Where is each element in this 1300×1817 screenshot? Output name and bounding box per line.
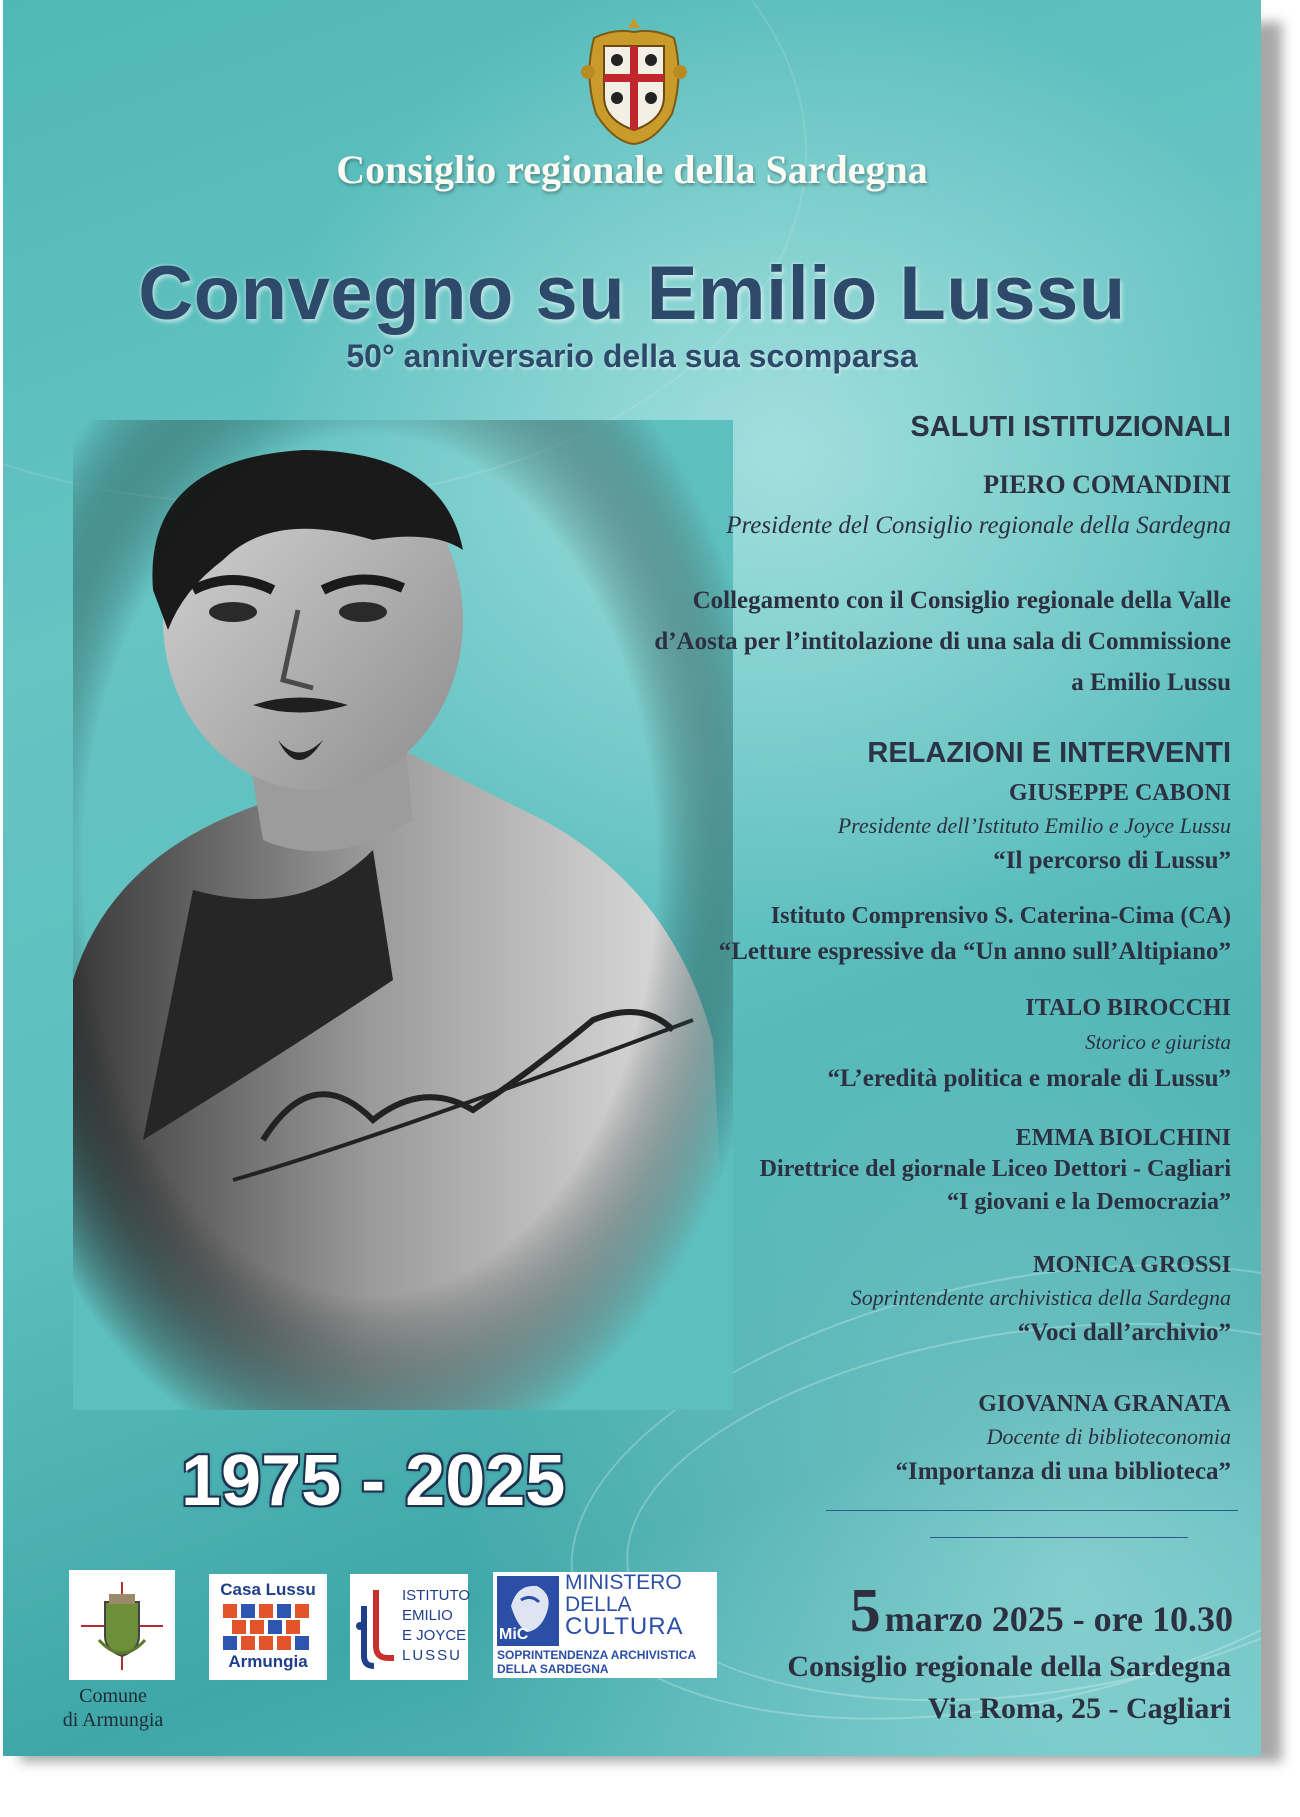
speaker-block bbox=[719, 903, 1231, 966]
poster bbox=[3, 0, 1261, 1756]
collegamento-line: d’Aosta per l’intitolazione di una sala di Commissione bbox=[654, 628, 1231, 655]
armungia-crest-icon bbox=[69, 1570, 175, 1680]
saluti-heading: SALUTI ISTITUZIONALI bbox=[910, 411, 1231, 443]
event-venue: Consiglio regionale della Sardegna bbox=[787, 1650, 1231, 1683]
mic-line: SOPRINTENDENZA ARCHIVISTICA bbox=[497, 1648, 697, 1662]
sardinia-coat-of-arms-icon bbox=[574, 16, 694, 146]
speaker-name: GIUSEPPE CABONI bbox=[1008, 780, 1231, 806]
istituto-line: E JOYCE bbox=[402, 1627, 467, 1644]
mic-abbr: MiC bbox=[499, 1626, 529, 1643]
speaker-block bbox=[828, 995, 1231, 1093]
collegamento-line: a Emilio Lussu bbox=[1071, 669, 1231, 696]
talk-title: “Letture espressive da “Un anno sull’Altipiano” bbox=[718, 938, 1231, 965]
talk-title: “Importanza di una biblioteca” bbox=[895, 1458, 1231, 1485]
divider bbox=[930, 1537, 1188, 1538]
speaker-block bbox=[838, 780, 1231, 875]
event-title: Convegno su Emilio Lussu bbox=[138, 251, 1126, 336]
speaker-role: Presidente dell’Istituto Emilio e Joyce Lussu bbox=[837, 813, 1231, 838]
speaker-name: Istituto Comprensivo S. Caterina-Cima (CA) bbox=[770, 903, 1231, 929]
istituto-line: EMILIO bbox=[402, 1607, 453, 1624]
istituto-line: ISTITUTO bbox=[402, 1587, 471, 1604]
speaker-name: MONICA GROSSI bbox=[1032, 1252, 1231, 1278]
event-subtitle: 50° anniversario della sua scomparsa bbox=[346, 338, 918, 374]
mic-line: DELLA SARDEGNA bbox=[497, 1662, 609, 1676]
speaker-role: Direttrice del giornale Liceo Dettori - Cagliari bbox=[759, 1156, 1231, 1182]
speaker-block bbox=[851, 1252, 1231, 1347]
talk-title: “Il percorso di Lussu” bbox=[993, 847, 1231, 874]
mic-subtext bbox=[497, 1648, 696, 1676]
collegamento-line: Collegamento con il Consiglio regionale della Valle bbox=[692, 587, 1231, 614]
istituto-lussu-logo bbox=[350, 1574, 471, 1680]
mic-line: CULTURA bbox=[565, 1613, 684, 1640]
armungia-caption-line: di Armungia bbox=[62, 1709, 164, 1731]
speaker-role: Docente di biblioteconomia bbox=[986, 1424, 1231, 1449]
istituto-line: LUSSU bbox=[402, 1647, 463, 1664]
mic-text bbox=[565, 1572, 684, 1638]
relazioni-heading: RELAZIONI E INTERVENTI bbox=[867, 737, 1231, 769]
armungia-caption-line: Comune bbox=[79, 1685, 147, 1707]
istituto-monogram-icon bbox=[354, 1586, 398, 1670]
event-date-rest: marzo 2025 - ore 10.30 bbox=[884, 1599, 1233, 1639]
casa-lussu-title: Casa Lussu bbox=[220, 1580, 316, 1599]
portrait-photo bbox=[73, 420, 733, 1410]
speaker-block bbox=[760, 1125, 1231, 1216]
ministero-cultura-logo bbox=[493, 1572, 717, 1678]
talk-title: “I giovani e la Democrazia” bbox=[947, 1189, 1231, 1215]
mic-emblem-icon bbox=[497, 1576, 559, 1646]
talk-title: “Voci dall’archivio” bbox=[1017, 1319, 1231, 1346]
event-date bbox=[850, 1576, 1233, 1647]
casa-lussu-pattern-icon bbox=[223, 1604, 313, 1650]
event-day: 5 bbox=[849, 1577, 881, 1645]
speaker-role: Storico e giurista bbox=[1085, 1030, 1231, 1054]
event-address: Via Roma, 25 - Cagliari bbox=[927, 1692, 1231, 1725]
saluti-speaker-role: Presidente del Consiglio regionale della Sardegna bbox=[726, 512, 1231, 539]
casa-lussu-logo bbox=[209, 1574, 327, 1680]
speaker-name: EMMA BIOLCHINI bbox=[1015, 1125, 1231, 1151]
speaker-block bbox=[896, 1391, 1231, 1486]
mic-line: MINISTERO bbox=[565, 1571, 682, 1594]
speaker-name: GIOVANNA GRANATA bbox=[978, 1391, 1231, 1417]
speaker-name: ITALO BIROCCHI bbox=[1025, 995, 1231, 1021]
speaker-role: Soprintendente archivistica della Sardegna bbox=[850, 1285, 1231, 1310]
anniversary-years: 1975 - 2025 bbox=[181, 1441, 566, 1521]
armungia-caption bbox=[43, 1684, 183, 1732]
talk-title: “L’eredità politica e morale di Lussu” bbox=[827, 1065, 1231, 1092]
divider bbox=[826, 1510, 1238, 1511]
istituto-text bbox=[402, 1586, 470, 1666]
casa-lussu-subtitle: Armungia bbox=[228, 1652, 308, 1671]
saluti-speaker-name: PIERO COMANDINI bbox=[983, 470, 1231, 499]
mic-line: DELLA bbox=[565, 1593, 632, 1616]
armungia-logo bbox=[69, 1570, 175, 1680]
council-name: Consiglio regionale della Sardegna bbox=[336, 147, 928, 192]
collegamento-text bbox=[654, 580, 1231, 703]
